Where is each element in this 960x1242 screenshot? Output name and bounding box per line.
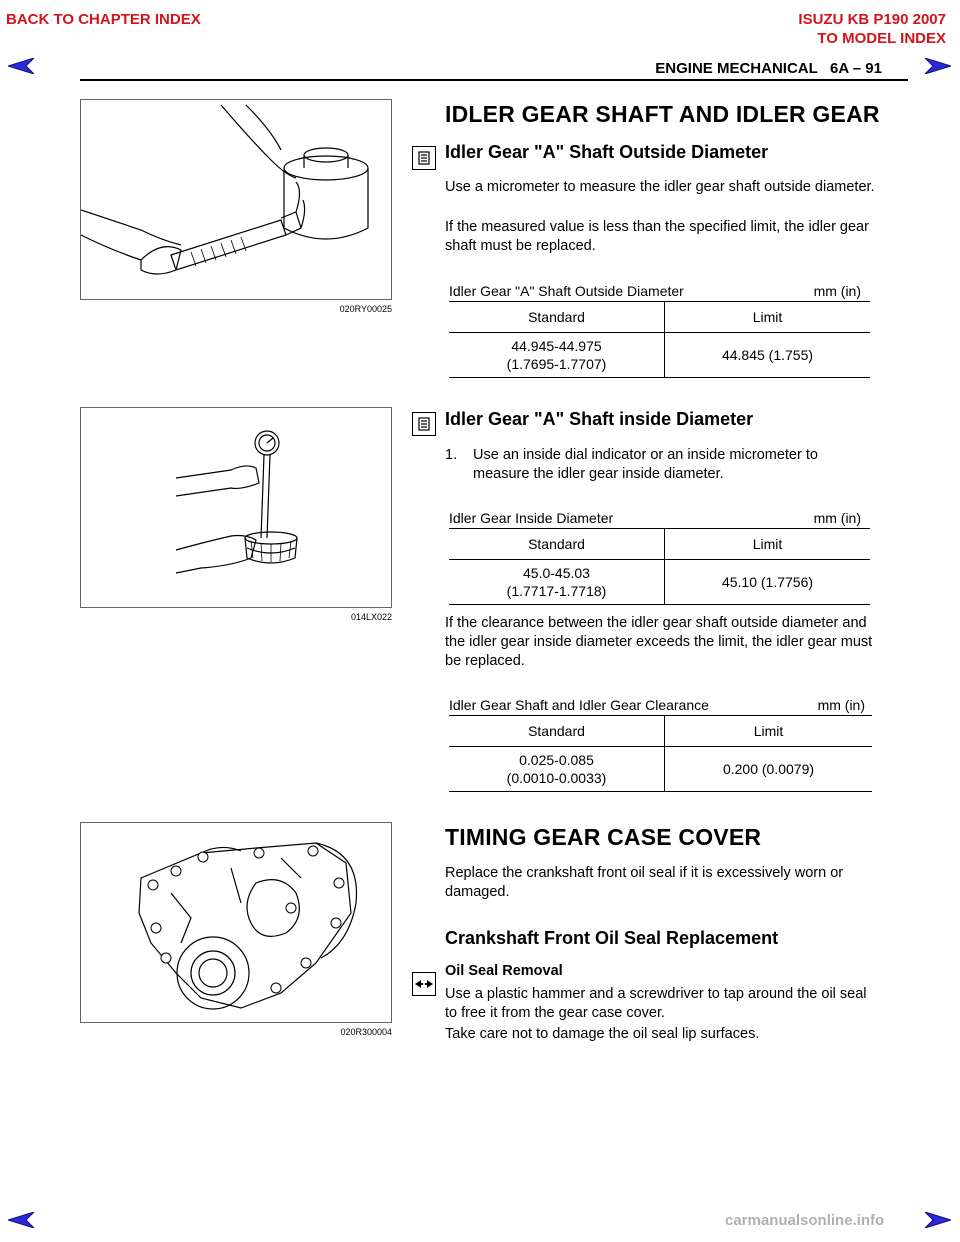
- timing-gear-case-illustration-icon: [81, 823, 391, 1022]
- table-cell-standard: [449, 333, 665, 378]
- table-unit: mm (in): [813, 510, 861, 526]
- table-title: Idler Gear "A" Shaft Outside Diameter: [449, 283, 684, 299]
- table-unit: mm (in): [813, 283, 861, 299]
- procedure-title: Oil Seal Removal: [445, 963, 563, 979]
- table-header: Limit: [665, 716, 873, 747]
- table-header: Limit: [665, 529, 871, 560]
- paragraph: If the measured value is less than the specified limit, the idler gear shaft must be replaced.: [445, 219, 869, 254]
- spec-table: [449, 528, 870, 605]
- inspect-icon: [412, 146, 436, 170]
- header-rule: [80, 79, 908, 81]
- table-title: Idler Gear Shaft and Idler Gear Clearance: [449, 697, 709, 713]
- table-cell-limit: 44.845 (1.755): [665, 333, 871, 378]
- standard-in: (1.7695-1.7707): [506, 356, 607, 372]
- paragraph: If the clearance between the idler gear shaft outside diameter and the idler gear inside diameter exceeds the limit, the idler gear must be replaced.: [445, 615, 873, 669]
- standard-mm: 45.0-45.03: [523, 565, 590, 581]
- spec-table: [449, 715, 872, 792]
- table-cell-limit: 0.200 (0.0079): [665, 747, 873, 792]
- paragraph: Take care not to damage the oil seal lip surfaces.: [445, 1026, 760, 1042]
- section-title: TIMING GEAR CASE COVER: [445, 824, 762, 850]
- table-header: Standard: [449, 716, 665, 747]
- table-header: Standard: [449, 302, 665, 333]
- subsection-title: Idler Gear "A" Shaft inside Diameter: [445, 409, 754, 429]
- paragraph: Use a plastic hammer and a screwdriver to tap around the oil seal to free it from the gear case cover.: [445, 986, 867, 1021]
- step-number: 1.: [445, 447, 458, 463]
- page-header: ENGINE MECHANICAL 6A – 91: [655, 60, 882, 77]
- table-caption: [445, 510, 865, 526]
- figure-dial-indicator: [80, 407, 392, 608]
- previous-page-arrow-icon[interactable]: [8, 1212, 36, 1228]
- figure-caption: 020RY00025: [339, 304, 392, 314]
- table-cell-standard: [449, 560, 665, 605]
- subsection-title: Crankshaft Front Oil Seal Replacement: [445, 928, 779, 948]
- table-cell-standard: [449, 747, 665, 792]
- table-unit: mm (in): [817, 697, 865, 713]
- figure-caption: 014LX022: [350, 612, 392, 622]
- paragraph: Use a micrometer to measure the idler gear shaft outside diameter.: [445, 179, 875, 195]
- to-model-index-link[interactable]: TO MODEL INDEX: [817, 30, 946, 47]
- standard-in: (1.7717-1.7718): [506, 583, 607, 599]
- subsection-title: Idler Gear "A" Shaft Outside Diameter: [445, 142, 769, 162]
- watermark: carmanualsonline.info: [725, 1212, 885, 1229]
- next-page-arrow-icon[interactable]: [923, 58, 951, 74]
- figure-timing-gear-case: [80, 822, 392, 1023]
- spec-table: [449, 301, 870, 378]
- table-header: Limit: [665, 302, 871, 333]
- table-header: Standard: [449, 529, 665, 560]
- next-page-arrow-icon[interactable]: [923, 1212, 951, 1228]
- section-title: IDLER GEAR SHAFT AND IDLER GEAR: [445, 101, 880, 127]
- table-caption: [445, 283, 865, 299]
- back-to-chapter-index-link[interactable]: BACK TO CHAPTER INDEX: [6, 11, 201, 28]
- inspect-icon: [412, 412, 436, 436]
- paragraph: Replace the crankshaft front oil seal if it is excessively worn or damaged.: [445, 865, 844, 900]
- standard-mm: 0.025-0.085: [519, 752, 594, 768]
- table-cell-limit: 45.10 (1.7756): [665, 560, 871, 605]
- micrometer-illustration-icon: [81, 100, 391, 299]
- figure-caption: 020R300004: [340, 1027, 392, 1037]
- removal-arrows-icon: [412, 972, 436, 996]
- standard-in: (0.0010-0.0033): [506, 770, 607, 786]
- table-title: Idler Gear Inside Diameter: [449, 510, 614, 526]
- standard-mm: 44.945-44.975: [511, 338, 602, 354]
- dial-indicator-illustration-icon: [81, 408, 391, 607]
- step-text: Use an inside dial indicator or an inside micrometer to measure the idler gear inside diameter.: [473, 447, 818, 482]
- table-caption: [445, 697, 869, 713]
- model-title-link[interactable]: ISUZU KB P190 2007: [798, 11, 946, 28]
- previous-page-arrow-icon[interactable]: [8, 58, 36, 74]
- figure-micrometer: [80, 99, 392, 300]
